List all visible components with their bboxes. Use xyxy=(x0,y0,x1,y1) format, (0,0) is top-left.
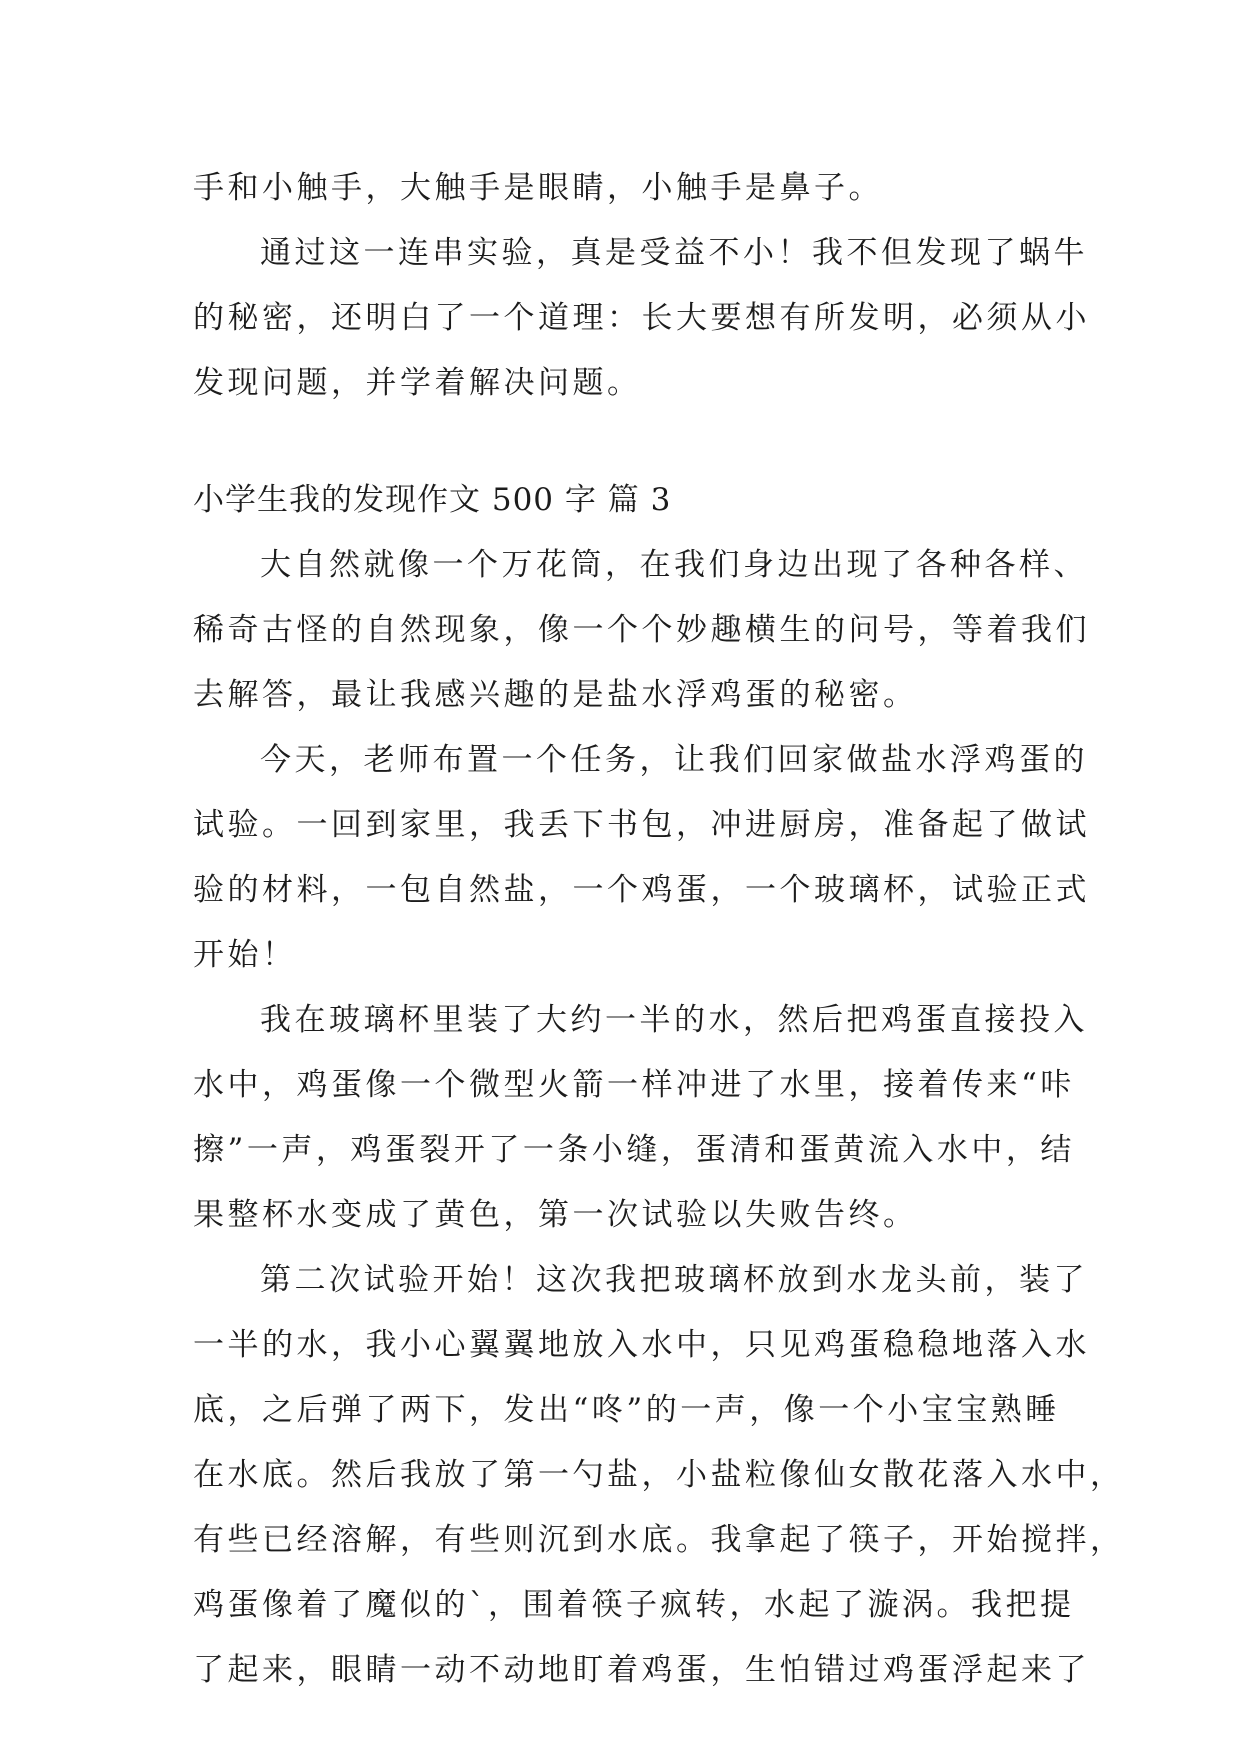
text-line: 一半的水，我小心翼翼地放入水中，只见鸡蛋稳稳地落入水 xyxy=(193,1327,1090,1363)
text-line: 的秘密，还明白了一个道理：长大要想有所发明，必须从小 xyxy=(193,300,1090,336)
paragraph xyxy=(193,533,1090,728)
document-body xyxy=(193,156,1125,1703)
section-spacer xyxy=(193,416,1073,468)
text-line: 开始！ xyxy=(193,937,297,973)
text-line: 发现问题，并学着解决问题。 xyxy=(193,365,642,401)
paragraph xyxy=(193,1248,1125,1703)
paragraph-continuation xyxy=(193,156,1073,221)
text-line: 验的材料，一包自然盐，一个鸡蛋，一个玻璃杯，试验正式 xyxy=(193,872,1090,908)
text-line: 大自然就像一个万花筒，在我们身边出现了各种各样、 xyxy=(260,547,1088,583)
text-line: 鸡蛋像着了魔似的`，围着筷子疯转，水起了漩涡。我把提 xyxy=(193,1587,1075,1623)
paragraph xyxy=(193,221,1090,416)
text-line: 底，之后弹了两下，发出“咚”的一声，像一个小宝宝熟睡 xyxy=(193,1392,1060,1428)
text-line: 我在玻璃杯里装了大约一半的水，然后把鸡蛋直接投入 xyxy=(260,1002,1088,1038)
text-line: 果整杯水变成了黄色，第一次试验以失败告终。 xyxy=(193,1197,918,1233)
text-line: 今天，老师布置一个任务，让我们回家做盐水浮鸡蛋的 xyxy=(260,742,1088,778)
text-line: 稀奇古怪的自然现象，像一个个妙趣横生的问号，等着我们 xyxy=(193,612,1090,648)
text-line: 通过这一连串实验，真是受益不小！我不但发现了蜗牛 xyxy=(260,235,1088,271)
text-line: 在水底。然后我放了第一勺盐，小盐粒像仙女散花落入水中， xyxy=(193,1457,1125,1493)
text-line: 了起来，眼睛一动不动地盯着鸡蛋，生怕错过鸡蛋浮起来了 xyxy=(193,1652,1090,1688)
paragraph xyxy=(193,728,1090,988)
text-line: 第二次试验开始！这次我把玻璃杯放到水龙头前，装了 xyxy=(260,1262,1088,1298)
text-line: 擦”一声，鸡蛋裂开了一条小缝，蛋清和蛋黄流入水中，结 xyxy=(193,1132,1075,1168)
text-line: 试验。一回到家里，我丢下书包，冲进厨房，准备起了做试 xyxy=(193,807,1090,843)
text-line: 有些已经溶解，有些则沉到水底。我拿起了筷子，开始搅拌， xyxy=(193,1522,1125,1558)
paragraph xyxy=(193,988,1088,1248)
text-line: 水中，鸡蛋像一个微型火箭一样冲进了水里，接着传来“咔 xyxy=(193,1067,1075,1103)
text-line: 去解答，最让我感兴趣的是盐水浮鸡蛋的秘密。 xyxy=(193,677,918,713)
text-line: 手和小触手，大触手是眼睛，小触手是鼻子。 xyxy=(193,170,883,206)
section-title: 小学生我的发现作文 500 字 篇 3 xyxy=(193,482,672,518)
